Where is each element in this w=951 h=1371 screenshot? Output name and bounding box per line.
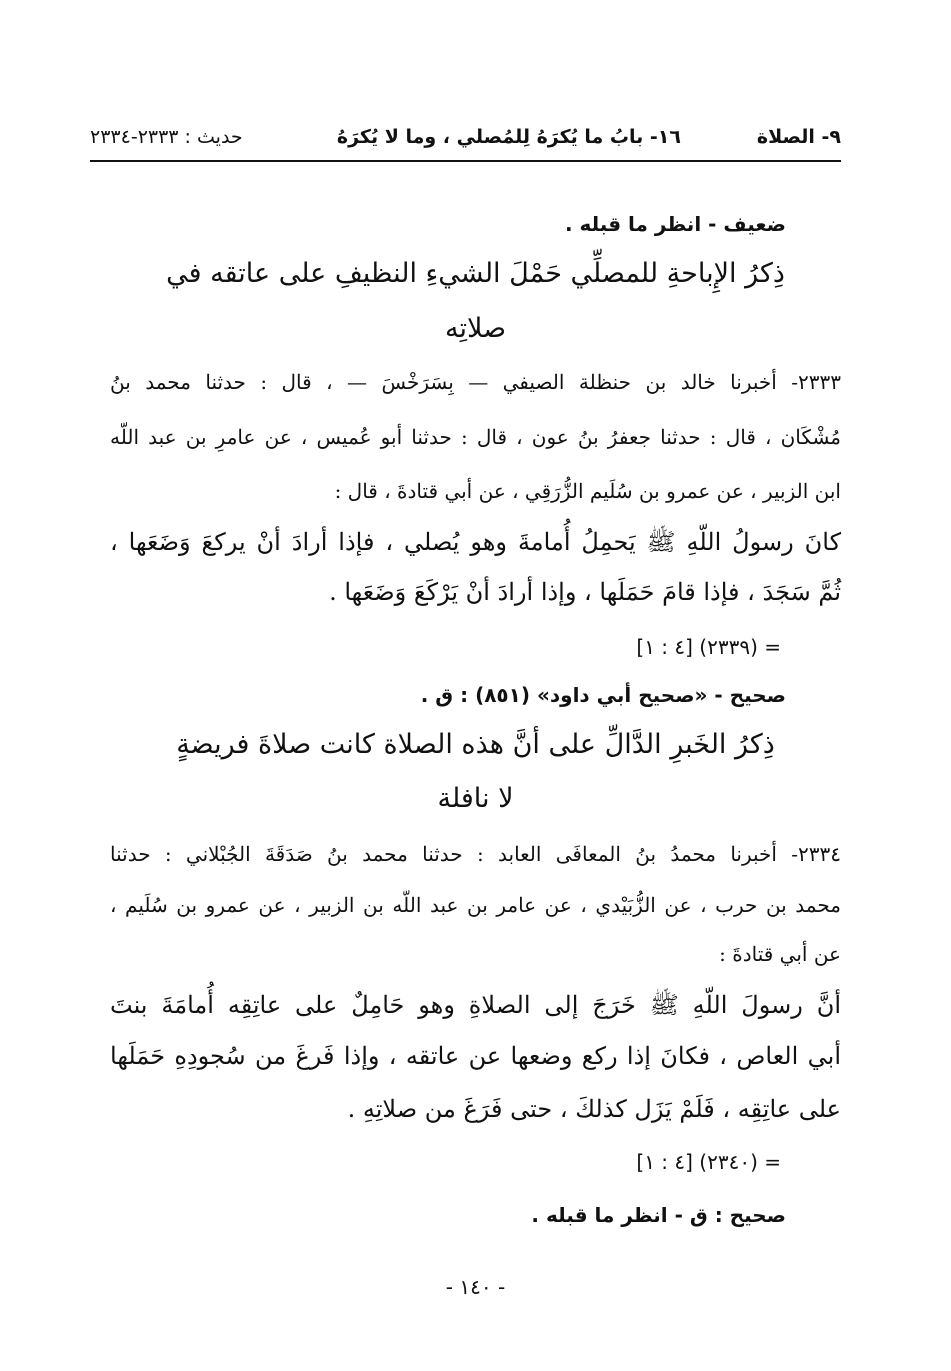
cross-reference: = (٢٣٤٠) [٤ : ١] bbox=[636, 1150, 781, 1174]
header-book-title: ٩- الصلاة bbox=[756, 126, 841, 148]
hadith-grade: صحيح : ق - انظر ما قبله . bbox=[531, 1203, 786, 1227]
previous-hadith-grade: ضعيف - انظر ما قبله . bbox=[564, 212, 786, 236]
isnad-line: ٢٣٣٣- أخبرنا خالد بن حنظلة الصيفي — بِسَرَخْسَ — ، قال : حدثنا محمد بنُ bbox=[110, 370, 841, 394]
section-heading-1-line-2: صلاتِه bbox=[444, 313, 507, 344]
section-heading-2-line-2: لا نافلة bbox=[437, 783, 514, 814]
matn-line: كانَ رسولُ اللّهِ ﷺ يَحمِلُ أُمامةَ وهو يُصلي ، فإذا أرادَ أنْ يركعَ وَضَعَها ، bbox=[110, 528, 841, 556]
section-heading-2-line-1: ذِكرُ الخَبرِ الدَّالِّ على أنَّ هذه الصلاة كانت صلاةَ فريضةٍ bbox=[176, 729, 775, 760]
matn-line: على عاتِقِه ، فَلَمْ يَزَل كذلكَ ، حتى فَرَغَ من صلاتِهِ . bbox=[347, 1095, 841, 1123]
isnad-line: عن أبي قتادةَ : bbox=[719, 942, 841, 966]
isnad-line: ابن الزبير ، عن عمرو بن سُلَيم الزُّرَقِي ، عن أبي قتادةَ ، قال : bbox=[334, 479, 841, 503]
isnad-line: ٢٣٣٤- أخبرنا محمدُ بنُ المعافَى العابد : حدثنا محمد بنُ صَدَقَةَ الجُبْلاني : حدثنا bbox=[110, 842, 841, 866]
page-number: - ١٤٠ - bbox=[445, 1275, 506, 1299]
isnad-line: محمد بن حرب ، عن الزُّبَيْدي ، عن عامر بن عبد اللّه بن الزبير ، عن عمرو بن سُلَيم ، bbox=[110, 893, 841, 917]
matn-line: أنَّ رسولَ اللّهِ ﷺ خَرَجَ إلى الصلاةِ وهو حَامِلٌ على عاتِقِه أُمامَةَ بنتَ bbox=[110, 991, 841, 1019]
hadith-grade: صحيح - «صحيح أبي داود» (٨٥١) : ق . bbox=[420, 683, 786, 707]
isnad-line: مُشْكَان ، قال : حدثنا جعفرُ بنُ عون ، قال : حدثنا أبو عُميس ، عن عامرِ بن عبد اللّه bbox=[110, 425, 841, 449]
running-header bbox=[90, 120, 841, 162]
header-chapter-title: ١٦- بابُ ما يُكرَهُ لِلمُصلي ، وما لا يُكرَهُ bbox=[336, 126, 681, 148]
cross-reference: = (٢٣٣٩) [٤ : ١] bbox=[636, 635, 781, 659]
section-heading-1-line-1: ذِكرُ الإِباحةِ للمصلِّي حَمْلَ الشيءِ النظيفِ على عاتقه في bbox=[166, 258, 785, 289]
header-hadith-range: حديث : ٢٣٣٣-٢٣٣٤ bbox=[90, 126, 243, 148]
matn-line: ثُمَّ سَجَدَ ، فإذا قامَ حَمَلَها ، وإذا أرادَ أنْ يَرْكَعَ وَضَعَها . bbox=[329, 578, 841, 606]
matn-line: أبي العاص ، فكانَ إذا ركع وضعها عن عاتقه ، وإذا فَرغَ من سُجودِهِ حَمَلَها bbox=[110, 1042, 841, 1070]
